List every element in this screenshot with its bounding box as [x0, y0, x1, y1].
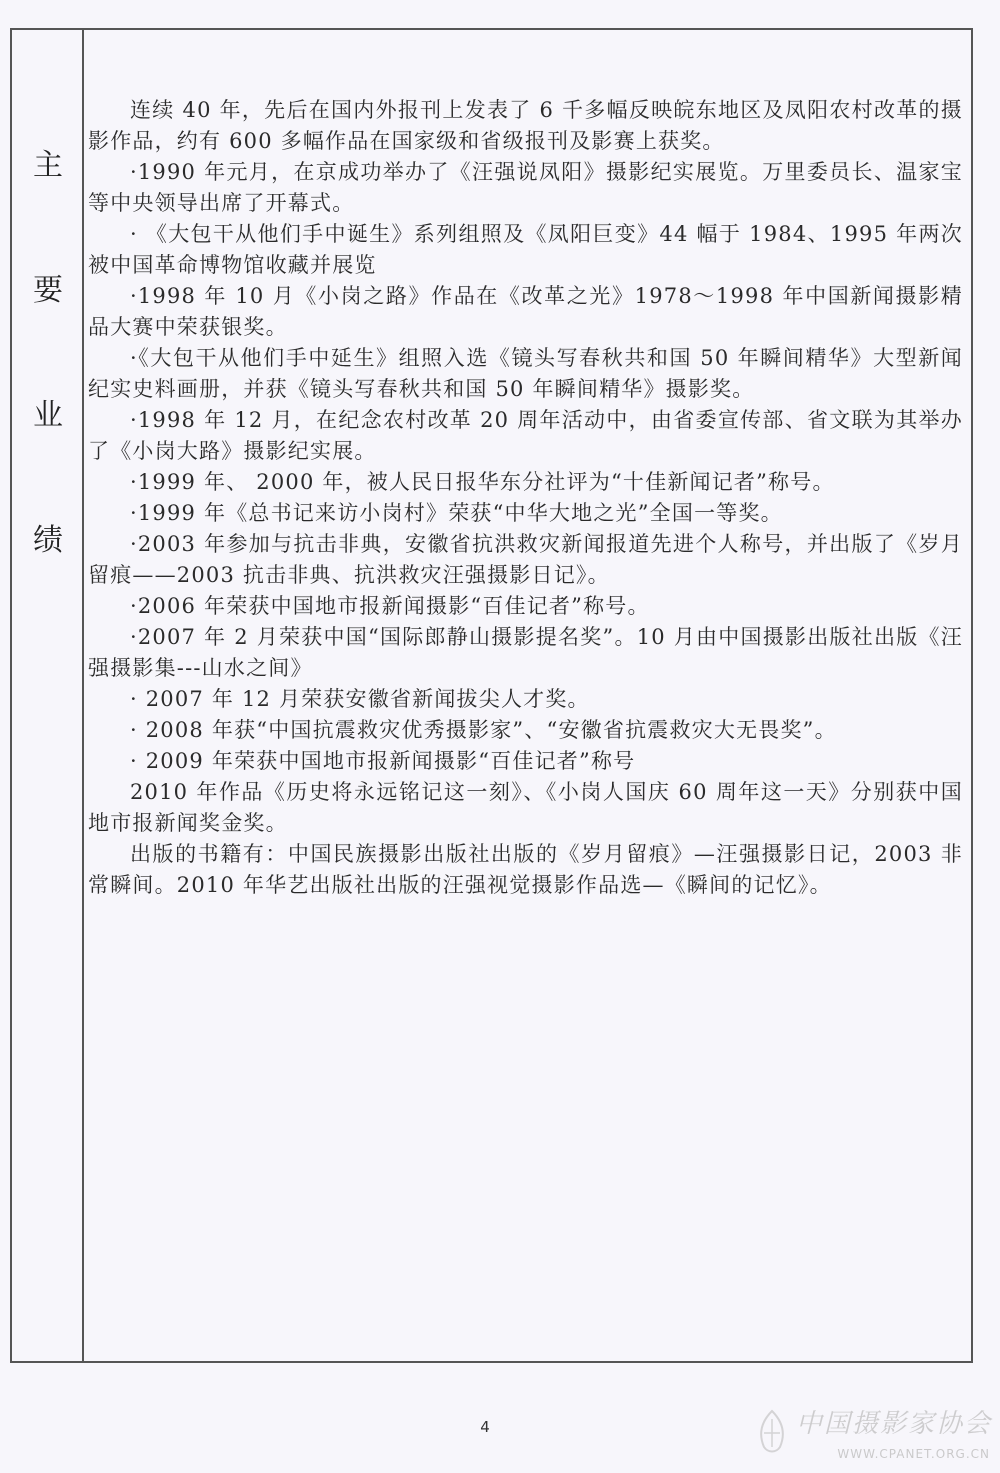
watermark-url: WWW.CPANET.ORG.CN — [837, 1447, 990, 1461]
paragraph-item: · 《大包干从他们手中诞生》系列组照及《凤阳巨变》44 幅于 1984、1995 年两次被中国革命博物馆收藏并展览 — [88, 222, 963, 277]
paragraph-item: ·1998 年 12 月，在纪念农村改革 20 周年活动中，由省委宣传部、省文联为其举办了《小岗大路》摄影纪实展。 — [88, 408, 963, 463]
paragraph-item: ·2003 年参加与抗击非典，安徽省抗洪救灾新闻报道先进个人称号，并出版了《岁月留痕——2003 抗击非典、抗洪救灾汪强摄影日记》。 — [88, 532, 963, 587]
paragraph-item: ·2007 年 2 月荣获中国“国际郎静山摄影提名奖”。10 月由中国摄影出版社出版《汪强摄影集---山水之间》 — [88, 625, 963, 680]
page-number: 4 — [480, 1418, 490, 1436]
section-label-char-3: 业 — [33, 398, 63, 433]
paragraph-item: · 2007 年 12 月荣获安徽省新闻拔尖人才奖。 — [130, 687, 590, 711]
section-label-char-4: 绩 — [33, 523, 63, 558]
section-label-char-2: 要 — [33, 273, 63, 308]
paragraph-publications: 出版的书籍有：中国民族摄影出版社出版的《岁月留痕》—汪强摄影日记，2003 非常瞬间。2010 年华艺出版社出版的汪强视觉摄影作品选—《瞬间的记忆》。 — [88, 842, 963, 897]
paragraph-item: ·2006 年荣获中国地市报新闻摄影“百佳记者”称号。 — [130, 594, 650, 618]
paragraph-intro: 连续 40 年，先后在国内外报刊上发表了 6 千多幅反映皖东地区及凤阳农村改革的摄影作品，约有 600 多幅作品在国家级和省级报刊及影赛上获奖。 — [88, 98, 963, 153]
watermark-title: 中国摄影家协会 — [795, 1409, 992, 1439]
paragraph-item: ·1999 年、 2000 年，被人民日报华东分社评为“十佳新闻记者”称号。 — [130, 470, 835, 494]
paragraph-item: ·1999 年《总书记来访小岗村》荣获“中华大地之光”全国一等奖。 — [130, 501, 783, 525]
paragraph-item: ·《大包干从他们手中延生》组照入选《镜头写春秋共和国 50 年瞬间精华》大型新闻纪实史料画册，并获《镜头写春秋共和国 50 年瞬间精华》摄影奖。 — [88, 346, 963, 401]
paragraph-item: · 2008 年获“中国抗震救灾优秀摄影家”、“安徽省抗震救灾大无畏奖”。 — [130, 718, 837, 742]
watermark-logo-icon — [752, 1407, 792, 1457]
paragraph-item: ·1990 年元月，在京成功举办了《汪强说凤阳》摄影纪实展览。万里委员长、温家宝等中央领导出席了开幕式。 — [88, 160, 963, 215]
achievements-content — [88, 95, 963, 901]
site-watermark — [752, 1403, 992, 1463]
paragraph-item: ·1998 年 10 月《小岗之路》作品在《改革之光》1978～1998 年中国新闻摄影精品大赛中荣获银奖。 — [88, 284, 963, 339]
paragraph-item: 2010 年作品《历史将永远铭记这一刻》、《小岗人国庆 60 周年这一天》分别获中国地市报新闻奖金奖。 — [88, 780, 963, 835]
paragraph-item: · 2009 年荣获中国地市报新闻摄影“百佳记者”称号 — [130, 749, 636, 773]
section-label-column — [12, 30, 84, 1361]
section-label-char-1: 主 — [33, 148, 63, 183]
